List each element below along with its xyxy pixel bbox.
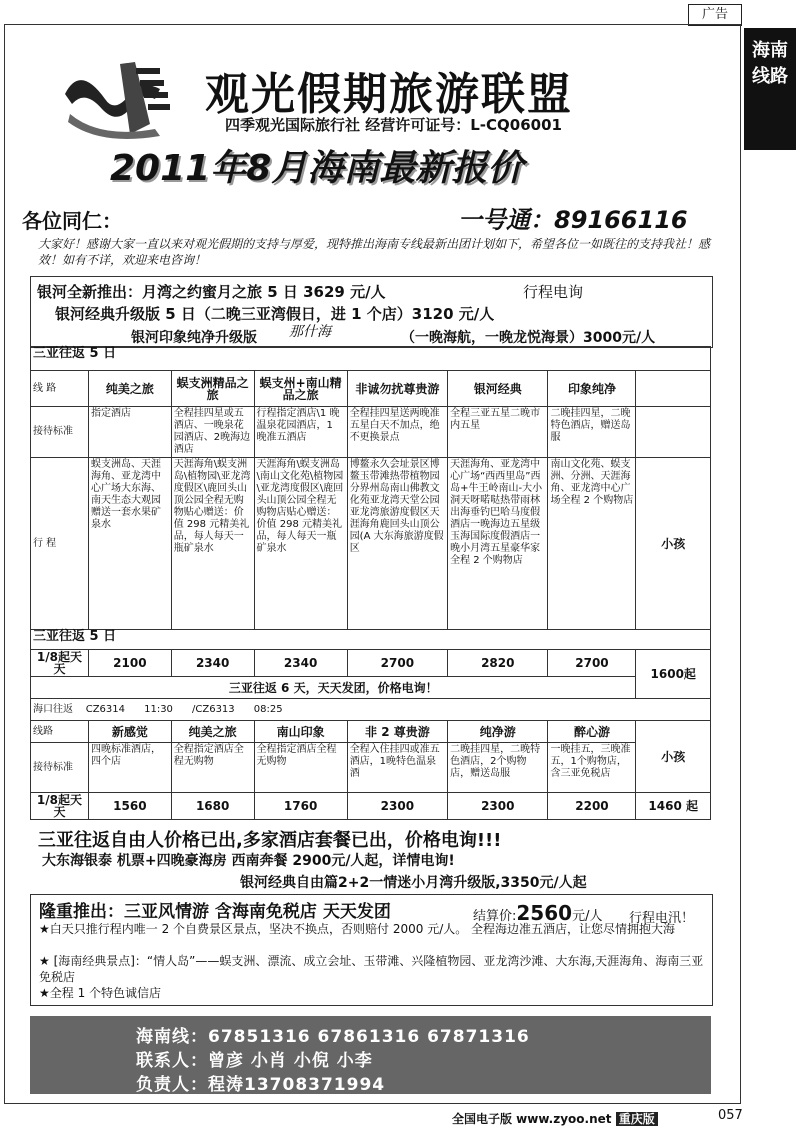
brand-name: 观光假期旅游联盟: [205, 69, 573, 120]
price-cell: 1560: [88, 793, 171, 820]
flight-back: /CZ6313: [192, 703, 235, 715]
price-cell: 2700: [548, 650, 636, 677]
route-header: 银河经典: [448, 371, 548, 407]
start-label: 1/8起天天: [31, 793, 89, 820]
feature-price-label: 结算价:: [473, 909, 517, 924]
feature-point-3: ★全程 1 个特色诚信店: [39, 986, 162, 1000]
price-cell: 2300: [347, 793, 447, 820]
footer: [452, 1110, 658, 1127]
section-tab: 海南线路: [744, 28, 796, 150]
route-header: 纯净游: [448, 721, 548, 743]
hotline-number: 89166116: [554, 206, 688, 234]
hotel-cell: 全程三亚五星二晚市内五星: [448, 407, 548, 458]
brand-logo-icon: [60, 54, 175, 139]
route-header: 蜈支洲精品之旅: [171, 371, 254, 407]
page-headline: 2011年8月海南最新报价: [110, 148, 524, 189]
contact-persons: 联系人：曾彦 小肖 小倪 小李: [136, 1051, 373, 1071]
route-header: 非 2 尊贵游: [347, 721, 447, 743]
itinerary-cell: 天涯海角、亚龙湾中心广场“西西里岛”西岛+牛王岭南山-大小洞天呀喏哒热带雨林出海垂钓巴哈马度假酒店一晚海边五星级玉海国际度假酒店一晚小月湾五星豪华家全程 2 个购物店: [448, 458, 548, 630]
hotel-cell: 全程入住挂四或准五酒店，1晚特色温泉酒: [347, 743, 447, 793]
route-label: 线 路: [31, 371, 89, 407]
page-number: 057: [718, 1108, 743, 1123]
itinerary-cell: 天涯海角\蜈支洲岛\植物园\亚龙湾度假区\鹿回头山顶公园全程无购物贴心赠送：价值 298 元精美礼品，每人每天一瓶矿泉水: [171, 458, 254, 630]
hotel-cell: 全程挂四星或五酒店、一晚泉花园酒店、2晚海边酒店: [171, 407, 254, 458]
hotline-label: 一号通：: [458, 206, 554, 234]
promo-line-1-note: 行程电询: [523, 283, 584, 301]
price-cell: 2340: [171, 650, 254, 677]
contact-phone: 海南线：67851316 67861316 67871316: [136, 1027, 530, 1047]
intro-text: 大家好！感谢大家一直以来对观光假期的支持与厚爱，现特推出海南专线最新出团计划如下，希望各位一如既往的支持我社！感效！如有不详，欢迎来电咨询！: [38, 237, 711, 267]
table2-title: 三亚往返 5 日: [31, 630, 711, 650]
itinerary-cell: 小孩: [636, 458, 711, 630]
price-cell: 2340: [254, 650, 347, 677]
price-cell: 1760: [254, 793, 347, 820]
route-header: 南山印象: [254, 721, 347, 743]
route-header: 蜈支州+南山精品之旅: [254, 371, 347, 407]
flight-label: 海口往返: [33, 703, 73, 715]
promo-line-1: 银河全新推出：月湾之约蜜月之旅 5 日 3629 元/人: [37, 283, 386, 301]
route-header: 纯美之旅: [171, 721, 254, 743]
free-travel-line-2: 大东海银泰 机票+四晚豪海房 西南奔餐 2900元/人起，详情电询!: [42, 853, 455, 869]
free-travel-banner: 三亚往返自由人价格已出,多家酒店套餐已出，价格电询!!!: [38, 830, 502, 851]
flight-out: CZ6314: [85, 703, 126, 715]
feature-price-unit: 元/人: [572, 909, 603, 924]
promo-box: [30, 276, 713, 348]
hotel-label: 接待标准: [31, 407, 89, 458]
hotel-cell: 一晚挂五，三晚准五，1个购物店，含三亚免税店: [548, 743, 636, 793]
price-table: [30, 346, 711, 820]
hotel-cell: 行程指定酒店\1 晚温泉花园酒店，1 晚准五酒店: [254, 407, 347, 458]
itinerary-cell: 南山文化苑、蜈支洲、分洲、天涯海角、亚龙湾中心广场全程 2 个购物店: [548, 458, 636, 630]
feature-point-1: ★白天只推行程内唯一 2 个自费景区景点，坚决不换点，否则赔付 2000 元/人。 全程海边准五酒店，让您尽情拥抱大海: [39, 922, 676, 936]
route-header: 非诚勿扰尊贵游: [347, 371, 447, 407]
feature-title: 隆重推出：三亚风情游 含海南免税店 天天发团: [39, 902, 391, 922]
itinerary-cell: 蜈支洲岛、天涯海角、亚龙湾中心广场大东海、南天生态大观园赠送一套水果矿泉水: [88, 458, 171, 630]
hotel-cell: 全程指定酒店全程无购物: [171, 743, 254, 793]
hotel-cell: [636, 407, 711, 458]
feature-price-note: 行程电汛！: [629, 911, 695, 926]
footer-text: 全国电子版 www.zyoo.net: [452, 1112, 612, 1126]
feature-price-value: 2560: [516, 901, 573, 925]
hotel-cell: 二晚挂四星，二晚特色酒店，赠送岛服: [548, 407, 636, 458]
child-price: 1460 起: [636, 793, 711, 820]
hotel-cell: 全程挂四星送两晚准五星白天不加点，绝不更换景点: [347, 407, 447, 458]
route-label: 线路: [31, 721, 89, 743]
price-cell: 2300: [448, 793, 548, 820]
itinerary-label: 行 程: [31, 458, 89, 630]
price-cell: 2700: [347, 650, 447, 677]
table1-title: 三亚往返 5 日: [31, 347, 711, 371]
brand-subtitle: 四季观光国际旅行社 经营许可证号：L-CQ06001: [225, 116, 562, 134]
price-cell: 2200: [548, 793, 636, 820]
greeting: 各位同仁：: [22, 209, 122, 233]
free-travel-line-3: 银河经典自由篇2+2一情迷小月湾升级版,3350元/人起: [240, 875, 587, 891]
route-header: 纯美之旅: [88, 371, 171, 407]
route-header: 小孩: [636, 721, 711, 793]
hotline: [458, 200, 688, 235]
contact-panel: [30, 1016, 711, 1094]
table2-note: 三亚往返 6 天，天天发团，价格电询！: [31, 677, 636, 699]
route-header: 醉心游: [548, 721, 636, 743]
feature-point-2: ★ [海南经典景点]：“情人岛”——蜈支洲、漂流、成立会址、玉带滩、兴隆植物园、亚龙湾沙滩、大东海,天涯海角、海南三亚免税店: [39, 954, 704, 984]
handwritten-note: 那什海: [289, 324, 331, 340]
child-price: 1600起: [636, 650, 711, 699]
itinerary-cell: 博鳌永久会址景区博鳌玉带滩热带植物园分界州岛南山佛教文化苑亚龙湾天堂公园亚龙湾旅游度假区天涯海角鹿回头山顶公园(A 大东海旅游度假区: [347, 458, 447, 630]
start-label: 1/8起天天: [31, 650, 89, 677]
itinerary-cell: 天涯海角\蜈支洲岛\南山文化苑\植物园\亚龙湾度假区\鹿回头山顶公园全程无购物店贴心赠送：价值 298 元精美礼品，每人每天一瓶矿泉水: [254, 458, 347, 630]
route-header: 印象纯净: [548, 371, 636, 407]
promo-line-3-detail: （一晚海航，一晚龙悦海景）3000元/人: [401, 330, 656, 346]
flight-out-time: 11:30: [144, 703, 173, 715]
hotel-cell: 二晚挂四星，二晚特色酒店，2个购物店，赠送岛服: [448, 743, 548, 793]
feature-box: [30, 894, 713, 1006]
price-cell: 1680: [171, 793, 254, 820]
promo-line-3: 银河印象纯净升级版: [131, 330, 257, 346]
promo-line-2: 银河经典升级版 5 日（二晚三亚湾假日，进 1 个店）3120 元/人: [55, 305, 495, 323]
hotel-label: 接待标准: [31, 743, 89, 793]
ad-tag: 广告: [688, 4, 742, 26]
route-header: [636, 371, 711, 407]
price-cell: 2820: [448, 650, 548, 677]
price-cell: 2100: [88, 650, 171, 677]
hotel-cell: 四晚标准酒店，四个店: [88, 743, 171, 793]
hotel-cell: 指定酒店: [88, 407, 171, 458]
hotel-cell: 全程指定酒店全程无购物: [254, 743, 347, 793]
contact-manager: 负责人：程涛13708371994: [136, 1075, 386, 1095]
footer-region: 重庆版: [616, 1112, 658, 1126]
flight-info: [31, 699, 711, 721]
route-header: 新感觉: [88, 721, 171, 743]
flight-back-time: 08:25: [253, 703, 283, 715]
